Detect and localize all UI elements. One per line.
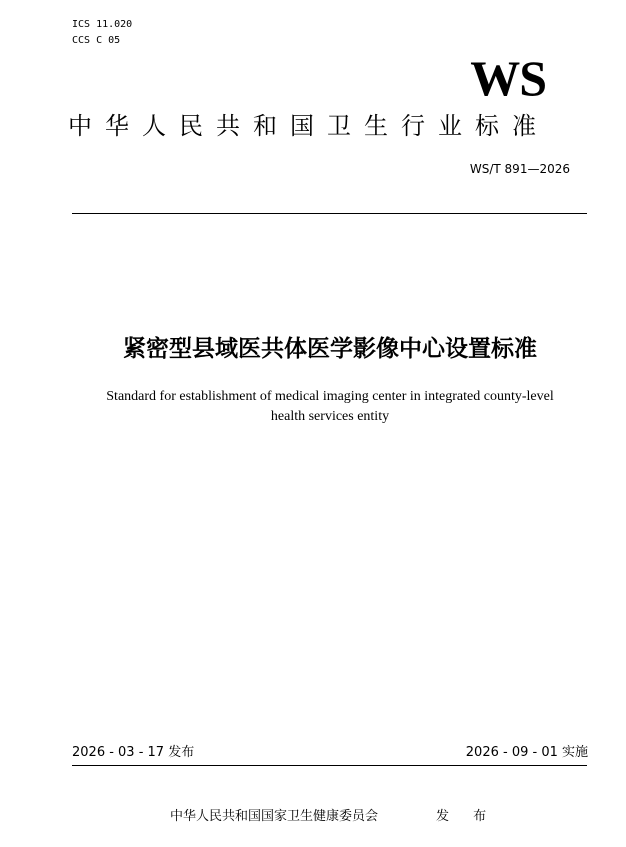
issue-date: 2026 - 03 - 17 发布 xyxy=(72,745,195,760)
document-title-chinese: 紧密型县域医共体医学影像中心设置标准 xyxy=(123,336,537,362)
organization-heading: 中华人民共和国卫生行业标准 xyxy=(68,112,549,140)
classification-codes xyxy=(72,17,132,49)
publisher-name: 中华人民共和国国家卫生健康委员会 xyxy=(170,809,379,824)
publish-label: 发 布 xyxy=(436,809,497,824)
ccs-code: CCS C 05 xyxy=(72,35,121,46)
document-title-english xyxy=(60,387,600,427)
english-title-line-1: Standard for establishment of medical imaging center in integrated county-level xyxy=(106,389,554,404)
ws-logo: WS xyxy=(470,50,546,106)
standard-number: WS/T 891—2026 xyxy=(469,162,570,176)
footer-divider xyxy=(72,765,587,766)
english-title-line-2: health services entity xyxy=(270,409,390,424)
header-divider xyxy=(72,213,587,214)
ics-code: ICS 11.020 xyxy=(72,19,133,30)
implementation-date: 2026 - 09 - 01 实施 xyxy=(465,745,588,760)
